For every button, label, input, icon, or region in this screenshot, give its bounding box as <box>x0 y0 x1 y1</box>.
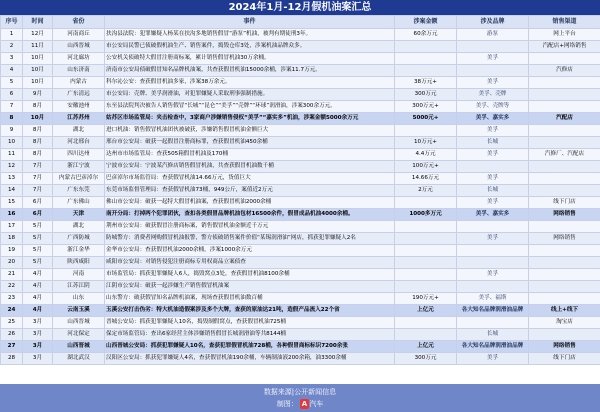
cell-amount: 5000元+ <box>395 113 457 125</box>
cell-time: 3月 <box>23 329 53 341</box>
table-row <box>1 209 600 221</box>
cell-prov: 广东东莞 <box>53 185 105 197</box>
cell-event: 南开分局：打掉两个犯罪团伙，查扣各类假冒品牌机油包材16500余件，假冒成品机油4000余桶。 <box>105 209 395 221</box>
cell-amount: 14.66万元 <box>395 173 457 185</box>
cell-brand <box>457 317 529 329</box>
cell-amount: 2万元 <box>395 185 457 197</box>
cell-idx: 24 <box>1 305 23 317</box>
cell-event: 公安机关侦破特大假冒注册商标案，累计销售假冒机油30万余桶。 <box>105 53 395 65</box>
cell-channel: 汽配店 <box>529 113 600 125</box>
cell-time: 12月 <box>23 29 53 41</box>
cell-idx: 28 <box>1 353 23 365</box>
table-row <box>1 245 600 257</box>
data-source: 数据来源|公开新闻信息 <box>263 388 337 396</box>
cell-idx: 17 <box>1 221 23 233</box>
cell-time: 8月 <box>23 137 53 149</box>
table-body <box>1 29 600 365</box>
cell-prov: 山东 <box>53 293 105 305</box>
cell-channel <box>529 329 600 341</box>
cell-idx: 25 <box>1 317 23 329</box>
cell-prov: 河南 <box>53 269 105 281</box>
header-amount: 涉案金额 <box>395 16 457 29</box>
cell-time: 7月 <box>23 161 53 173</box>
cell-brand: 美孚 <box>457 233 529 245</box>
cell-amount <box>395 65 457 77</box>
cell-channel <box>529 257 600 269</box>
cell-brand: 美孚 <box>457 53 529 65</box>
case-table <box>0 15 600 365</box>
cell-amount: 300万元 <box>395 89 457 101</box>
cell-channel: 网络销售 <box>529 233 600 245</box>
cell-brand: 美孚 <box>457 77 529 89</box>
cell-event: 市公安局民警已侦破假机油生产、销售案件，捣毁仓库3处，涉案机油品牌众多。 <box>105 41 395 53</box>
cell-event: 达州市市场监管局：查获505箱假冒机油及170桶 <box>105 149 395 161</box>
cell-time: 5月 <box>23 245 53 257</box>
cell-amount <box>395 257 457 269</box>
header-province: 省份 <box>53 16 105 29</box>
cell-prov: 河北保定 <box>53 329 105 341</box>
table-row <box>1 317 600 329</box>
cell-event: 咸阳市公安局：对销售侵犯注册商标专用权商品立案侦查 <box>105 257 395 269</box>
cell-time: 6月 <box>23 209 53 221</box>
cell-time: 4月 <box>23 269 53 281</box>
table-row <box>1 161 600 173</box>
cell-prov: 浙江宁波 <box>53 161 105 173</box>
cell-prov: 浙江金华 <box>53 245 105 257</box>
cell-idx: 19 <box>1 245 23 257</box>
cell-time: 5月 <box>23 257 53 269</box>
cell-prov: 内蒙古巴彦淖尔 <box>53 173 105 185</box>
cell-brand: 各大知名品牌润滑油品牌 <box>457 341 529 353</box>
cell-prov: 山东济南 <box>53 65 105 77</box>
cell-brand: 长城 <box>457 185 529 197</box>
cell-prov: 湖北 <box>53 221 105 233</box>
table-row <box>1 125 600 137</box>
cell-event: 宁波市公安局：宁波某汽修店销售假冒机油，共查获假冒机油数千桶 <box>105 161 395 173</box>
cell-event: 晋城公安局：抓获犯罪嫌疑人10名，捣毁制假窝点，查获假冒机油725桶 <box>105 317 395 329</box>
cell-amount: 60余万元 <box>395 29 457 41</box>
cell-idx: 18 <box>1 233 23 245</box>
table-row <box>1 173 600 185</box>
header-time: 时间 <box>23 16 53 29</box>
cell-event: 保定市场监管局：查出6家经营主体涉嫌销售假冒长城润滑油等共8144桶 <box>105 329 395 341</box>
cell-prov: 广东清远 <box>53 89 105 101</box>
cell-event: 市公安局：壳牌、美孚润滑油，对犯罪嫌疑人采取刑事强制措施。 <box>105 89 395 101</box>
cell-brand <box>457 245 529 257</box>
cell-event: 科尔沁公安：查获假冒机油多家，涉案38万余元。 <box>105 77 395 89</box>
cell-event: 玉溪公安打击伪劣：特大机油造假案涉及多个大牌，查获的原油达21吨，造假产品流入22个省 <box>105 305 395 317</box>
cell-brand: 美孚、嘉实多 <box>457 209 529 221</box>
cell-event: 江阴市公安局：破获一起涉嫌生产销售假冒机油案 <box>105 281 395 293</box>
table-row <box>1 29 600 41</box>
cell-time: 11月 <box>23 41 53 53</box>
cell-time: 10月 <box>23 53 53 65</box>
table-row <box>1 257 600 269</box>
cell-event: 东至县法院判决被告人销售假冒“长城”“昆仑”“美孚”“壳牌”“环球”润滑油，涉案300余万元。 <box>105 101 395 113</box>
cell-idx: 5 <box>1 77 23 89</box>
table-row <box>1 281 600 293</box>
table-row <box>1 53 600 65</box>
cell-amount <box>395 245 457 257</box>
cell-time: 4月 <box>23 281 53 293</box>
cell-channel <box>529 53 600 65</box>
cell-brand: 美孚 <box>457 125 529 137</box>
cell-idx: 10 <box>1 137 23 149</box>
cell-idx: 16 <box>1 209 23 221</box>
cell-time: 8月 <box>23 149 53 161</box>
brand-logo: A <box>301 400 308 408</box>
cell-prov: 云南玉溪 <box>53 305 105 317</box>
cell-event: 市场监管局：抓获犯罪嫌疑人6人，捣毁窝点3处，查获假冒机油8100余桶 <box>105 269 395 281</box>
cell-channel <box>529 125 600 137</box>
table-row <box>1 149 600 161</box>
header-index: 序号 <box>1 16 23 29</box>
cell-event: 巴彦淖尔市场监管局：查获假冒机油14.66万元，货值巨大 <box>105 173 395 185</box>
cell-idx: 1 <box>1 29 23 41</box>
cell-channel <box>529 137 600 149</box>
cell-prov: 湖北武汉 <box>53 353 105 365</box>
cell-idx: 3 <box>1 53 23 65</box>
cell-channel: 汽配店+网络销售 <box>529 41 600 53</box>
cell-idx: 26 <box>1 329 23 341</box>
cell-channel <box>529 89 600 101</box>
cell-prov: 山西晋城 <box>53 341 105 353</box>
cell-amount <box>395 221 457 233</box>
header-brand: 涉及品牌 <box>457 16 529 29</box>
cell-prov: 湖北 <box>53 125 105 137</box>
header-event: 事件 <box>105 16 395 29</box>
cell-prov: 内蒙古 <box>53 77 105 89</box>
cell-amount: 38万元+ <box>395 77 457 89</box>
cell-idx: 4 <box>1 65 23 77</box>
cell-brand: 游泵 <box>457 29 529 41</box>
cell-time: 5月 <box>23 221 53 233</box>
cell-idx: 14 <box>1 185 23 197</box>
cell-prov: 河南商丘 <box>53 29 105 41</box>
cell-brand <box>457 221 529 233</box>
cell-event: 佛山市公安局：破获一起特大假冒机油案，查获假冒机油2000余桶 <box>105 197 395 209</box>
cell-brand <box>457 257 529 269</box>
cell-prov: 陕西咸阳 <box>53 257 105 269</box>
cell-channel <box>529 101 600 113</box>
cell-event: 山西晋城公安局：抓获犯罪嫌疑人10名，查获犯罪假冒机油728桶，各种假冒商标标识7200余张 <box>105 341 395 353</box>
cell-amount: 上亿元 <box>395 305 457 317</box>
cell-prov: 广东佛山 <box>53 197 105 209</box>
cell-amount <box>395 53 457 65</box>
cell-channel: 网上平台 <box>529 29 600 41</box>
cell-time: 4月 <box>23 293 53 305</box>
cell-event: 扶沟县法院：犯罪嫌疑人杨某在扶沟多地销售假冒“游泵”机油，被判有期徒刑3年。 <box>105 29 395 41</box>
table-row <box>1 305 600 317</box>
cell-amount: 10万元+ <box>395 137 457 149</box>
cell-event: 进口机油：销售假冒机油团伙被破获，涉嫌销售假冒机油金额巨大 <box>105 125 395 137</box>
cell-event: 金华市公安局：查获假冒机油2000余桶，涉案1000余万元 <box>105 245 395 257</box>
cell-brand: 美孚 <box>457 173 529 185</box>
cell-channel <box>529 161 600 173</box>
cell-amount <box>395 41 457 53</box>
cell-brand: 美孚 <box>457 353 529 365</box>
cell-channel: 网络销售 <box>529 341 600 353</box>
cell-brand: 美孚、嘉实多 <box>457 113 529 125</box>
cell-amount: 4.4万元 <box>395 149 457 161</box>
cell-prov: 河北廊坊 <box>53 53 105 65</box>
cell-time: 3月 <box>23 317 53 329</box>
cell-idx: 2 <box>1 41 23 53</box>
cell-event: 山东警方：破获假冒知名品牌机油案，现场查获假冒机油数百桶 <box>105 293 395 305</box>
table-row <box>1 329 600 341</box>
table-row <box>1 293 600 305</box>
cell-channel <box>529 293 600 305</box>
table-row <box>1 353 600 365</box>
cell-time: 10月 <box>23 65 53 77</box>
table-row <box>1 197 600 209</box>
cell-amount <box>395 197 457 209</box>
cell-event: 防城警方：消费者网购假冒机油报警，警方侦破销售案件价值“某锡润滑油”网店，抓获犯罪嫌疑人2名 <box>105 233 395 245</box>
cell-amount <box>395 317 457 329</box>
cell-idx: 12 <box>1 161 23 173</box>
table-row <box>1 341 600 353</box>
cell-brand <box>457 161 529 173</box>
cell-amount: 190万元+ <box>395 293 457 305</box>
cell-amount: 上亿元 <box>395 341 457 353</box>
cell-channel: 线下门店 <box>529 197 600 209</box>
cell-channel <box>529 173 600 185</box>
cell-channel: 网络销售 <box>529 209 600 221</box>
cell-prov: 四川达州 <box>53 149 105 161</box>
cell-idx: 11 <box>1 149 23 161</box>
table-row <box>1 185 600 197</box>
cell-channel: 汽修店 <box>529 65 600 77</box>
cell-time: 4月 <box>23 305 53 317</box>
cell-brand <box>457 281 529 293</box>
cell-time: 8月 <box>23 101 53 113</box>
cell-time: 5月 <box>23 233 53 245</box>
cell-idx: 9 <box>1 125 23 137</box>
cell-event: 东莞市场监督管理局：查获假冒机油73桶，949公斤，案值近2万元 <box>105 185 395 197</box>
cell-idx: 8 <box>1 113 23 125</box>
cell-amount: 300万元+ <box>395 101 457 113</box>
cell-event: 荆州市公安局：破获假冒注册商标案，销售假冒机油金额近千万元 <box>105 221 395 233</box>
cell-amount: 100万元+ <box>395 161 457 173</box>
table-row <box>1 65 600 77</box>
cell-event: 济南市公安局侦破假冒知名品牌机油案，共查获假冒机油15000余桶，涉案11.7万元。 <box>105 65 395 77</box>
cell-event: 姑苏区市场监管局：夹击检查中，3家商户涉嫌销售侵权“美孚”“嘉实多”机油，涉案金额5000余万元 <box>105 113 395 125</box>
cell-brand: 美孚 <box>457 149 529 161</box>
cell-brand <box>457 65 529 77</box>
table-row <box>1 89 600 101</box>
cell-channel: 线下门店 <box>529 353 600 365</box>
cell-time: 10月 <box>23 113 53 125</box>
table-row <box>1 221 600 233</box>
cell-channel: 淘宝店 <box>529 317 600 329</box>
cell-time: 8月 <box>23 125 53 137</box>
cell-brand <box>457 41 529 53</box>
cell-time: 10月 <box>23 77 53 89</box>
table-row <box>1 269 600 281</box>
cell-brand: 美孚、福斯 <box>457 293 529 305</box>
cell-amount: 1000多万元 <box>395 209 457 221</box>
cell-time: 9月 <box>23 89 53 101</box>
table-row <box>1 137 600 149</box>
cell-idx: 6 <box>1 89 23 101</box>
cell-idx: 23 <box>1 293 23 305</box>
cell-channel <box>529 77 600 89</box>
cell-prov: 安徽池州 <box>53 101 105 113</box>
cell-brand: 美孚、壳牌等 <box>457 101 529 113</box>
table-row <box>1 233 600 245</box>
cell-idx: 7 <box>1 101 23 113</box>
cell-brand: 美孚、壳牌 <box>457 89 529 101</box>
cell-amount <box>395 281 457 293</box>
header-channel: 销售渠道 <box>529 16 600 29</box>
cell-channel <box>529 245 600 257</box>
cell-idx: 21 <box>1 269 23 281</box>
cell-channel <box>529 185 600 197</box>
cell-amount <box>395 125 457 137</box>
footer <box>0 384 600 412</box>
cell-channel: 线上+线下 <box>529 305 600 317</box>
cell-idx: 27 <box>1 341 23 353</box>
cell-idx: 20 <box>1 257 23 269</box>
cell-prov: 山西晋城 <box>53 317 105 329</box>
cell-time: 6月 <box>23 197 53 209</box>
cell-event: 邢台市公安局：破获一起假冒注册商标罪，查获假冒机油450余桶 <box>105 137 395 149</box>
cell-event: 汉阳区公安局：抓获犯罪嫌疑人4名，查获假冒机油190余桶，车辆制油液200余箱，油3300余桶 <box>105 353 395 365</box>
cell-amount <box>395 269 457 281</box>
cell-idx: 22 <box>1 281 23 293</box>
maker-name: 汽车 <box>309 400 324 408</box>
cell-channel <box>529 281 600 293</box>
table-row <box>1 41 600 53</box>
cell-prov: 河北邢台 <box>53 137 105 149</box>
cell-channel <box>529 269 600 281</box>
cell-prov: 江苏苏州 <box>53 113 105 125</box>
cell-brand: 长城 <box>457 329 529 341</box>
cell-time: 3月 <box>23 353 53 365</box>
maker-credit <box>0 398 600 410</box>
cell-brand: 美孚 <box>457 197 529 209</box>
cell-idx: 13 <box>1 173 23 185</box>
table-row <box>1 113 600 125</box>
table-row <box>1 101 600 113</box>
cell-idx: 15 <box>1 197 23 209</box>
cell-brand: 长城 <box>457 137 529 149</box>
cell-amount <box>395 233 457 245</box>
cell-prov: 山西晋城 <box>53 41 105 53</box>
cell-prov: 江苏江阴 <box>53 281 105 293</box>
cell-prov: 天津 <box>53 209 105 221</box>
cell-time: 3月 <box>23 341 53 353</box>
cell-prov: 广西防城 <box>53 233 105 245</box>
cell-time: 7月 <box>23 185 53 197</box>
table-row <box>1 77 600 89</box>
cell-brand: 美孚 <box>457 269 529 281</box>
cell-channel: 汽修厂、汽配店 <box>529 149 600 161</box>
cell-amount <box>395 329 457 341</box>
maker-label: 制图： <box>276 400 298 408</box>
page-title: 2024年1月-12月假机油案汇总 <box>0 0 600 15</box>
table-header-row <box>1 16 600 29</box>
cell-channel <box>529 221 600 233</box>
cell-time: 7月 <box>23 173 53 185</box>
cell-brand: 各大知名品牌润滑油品牌 <box>457 305 529 317</box>
cell-amount: 300万元 <box>395 353 457 365</box>
